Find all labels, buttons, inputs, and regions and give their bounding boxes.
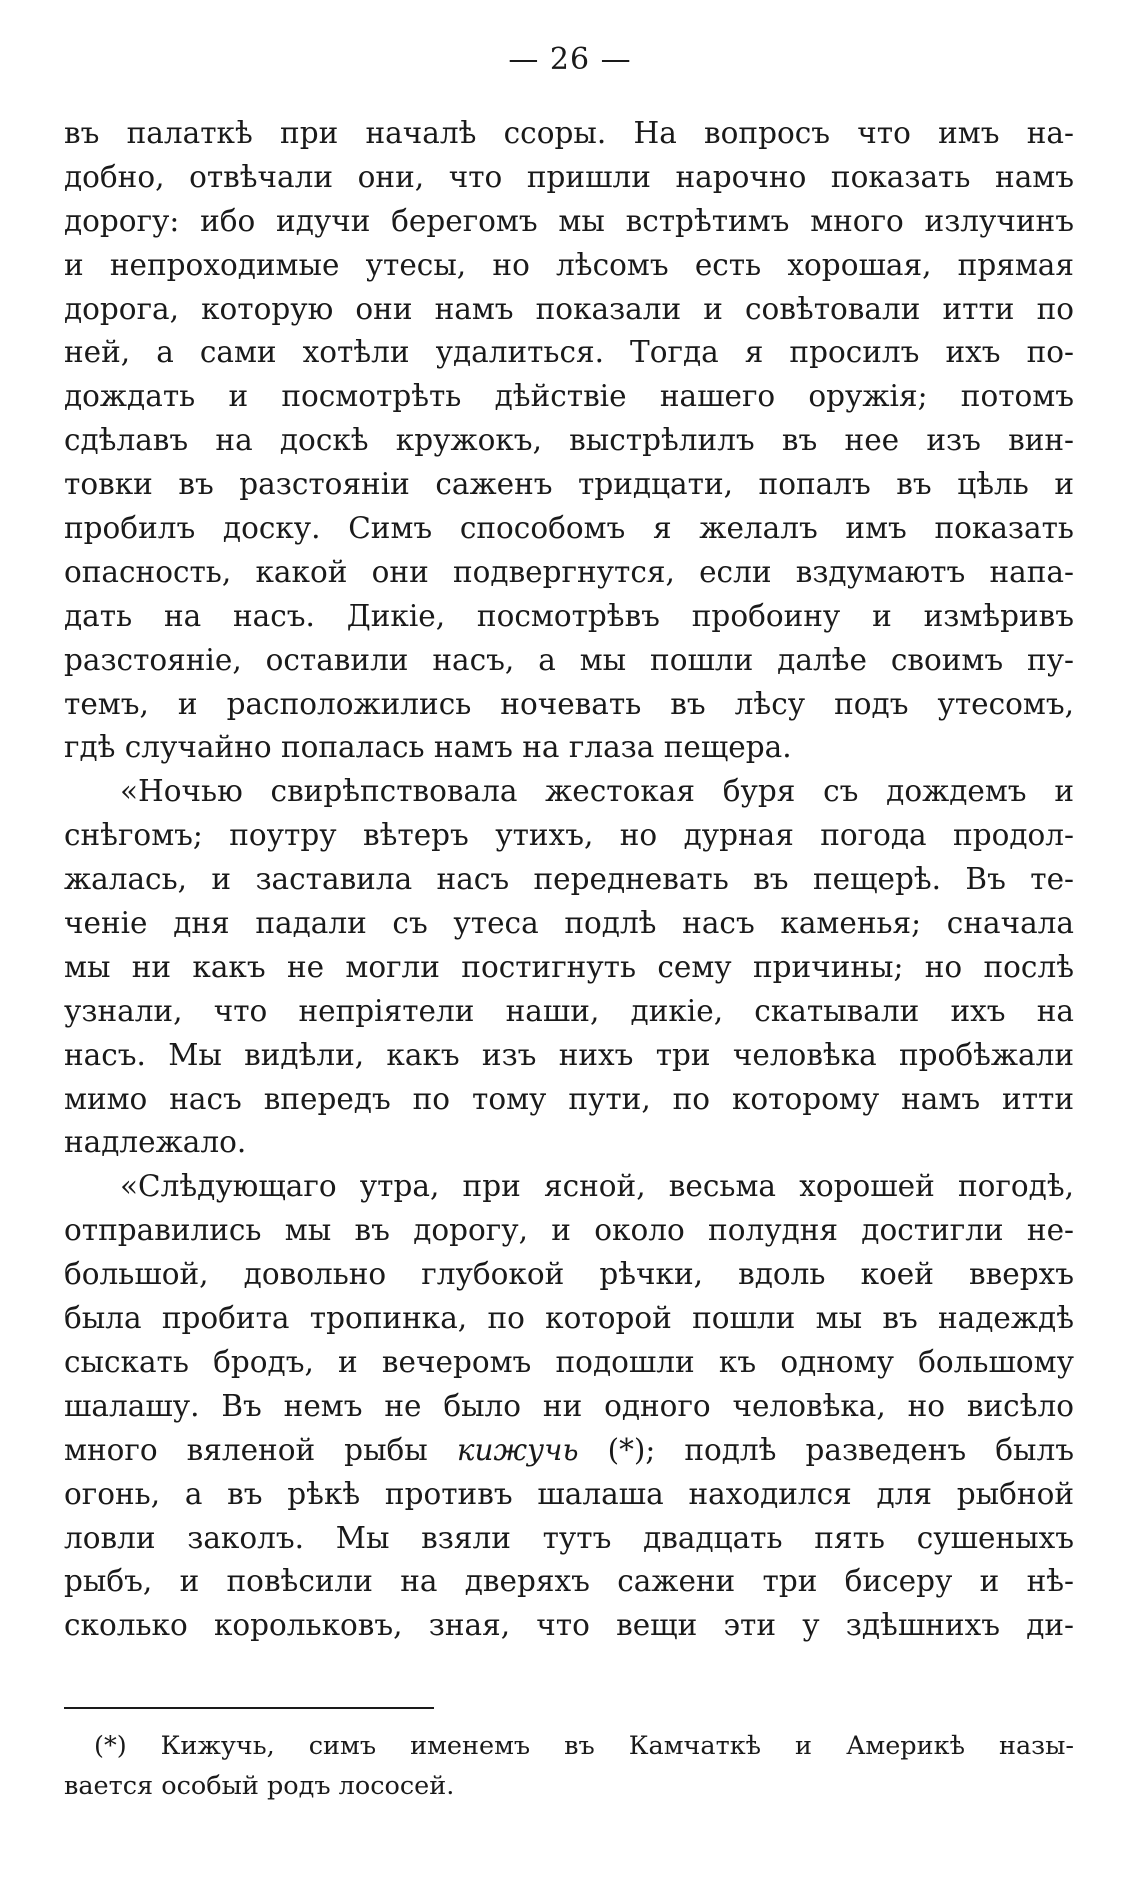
footnote-line: (*) Кижучь, симъ именемъ въ Камчаткѣ и Америкѣ назы-	[94, 1731, 1074, 1761]
text-line: опасность, какой они подвергнутся, если вздумаютъ напа-	[64, 554, 1074, 589]
text-fragment: (*); подлѣ разведенъ былъ	[607, 1432, 1074, 1467]
text-line: шалашу. Въ немъ не было ни одного человѣка, но висѣло	[64, 1388, 1074, 1423]
text-line: большой, довольно глубокой рѣчки, вдоль коей вверхъ	[64, 1257, 1074, 1292]
text-line: мимо насъ впередъ по тому пути, по которому намъ итти	[64, 1081, 1074, 1116]
text-line: рыбъ, и повѣсили на дверяхъ сажени три бисеру и нѣ-	[64, 1564, 1074, 1599]
text-line: насъ. Мы видѣли, какъ изъ нихъ три человѣка пробѣжали	[64, 1037, 1074, 1072]
text-line: узнали, что непріятели наши, дикіе, скатывали ихъ на	[64, 993, 1074, 1028]
italic-term: кижучь	[456, 1432, 579, 1467]
text-line: дорога, которую они намъ показали и совѣтовали итти по	[64, 291, 1074, 326]
text-line: дать на насъ. Дикіе, посмотрѣвъ пробоину и измѣривъ	[64, 598, 1074, 633]
main-text	[64, 112, 1074, 1648]
text-line: товки въ разстояніи саженъ тридцати, попалъ въ цѣль и	[64, 467, 1074, 502]
text-line-with-italic	[64, 1429, 1074, 1473]
text-line: и непроходимые утесы, но лѣсомъ есть хорошая, прямая	[64, 247, 1074, 282]
text-line: гдѣ случайно попалась намъ на глаза пещера.	[64, 730, 792, 765]
text-line: ченіе дня падали съ утеса подлѣ насъ каменья; сначала	[64, 906, 1074, 941]
text-line: «Слѣдующаго утра, при ясной, весьма хорошей погодѣ,	[120, 1169, 1074, 1204]
footnote-rule	[64, 1707, 434, 1709]
text-line: огонь, а въ рѣкѣ противъ шалаша находился для рыбной	[64, 1476, 1074, 1511]
page-number: — 26 —	[508, 42, 632, 77]
text-line: пробилъ доску. Симъ способомъ я желалъ имъ показать	[64, 511, 1074, 546]
text-line: въ палаткѣ при началѣ ссоры. На вопросъ что имъ на-	[64, 116, 1074, 150]
text-line: разстояніе, оставили насъ, а мы пошли далѣе своимъ пу-	[64, 642, 1074, 677]
text-line: снѣгомъ; поутру вѣтеръ утихъ, но дурная погода продол-	[64, 818, 1074, 853]
text-line: сыскать бродъ, и вечеромъ подошли къ одному большому	[64, 1344, 1074, 1379]
text-line: ловли заколъ. Мы взяли тутъ двадцать пять сушеныхъ	[64, 1520, 1074, 1555]
footnote-line: вается особый родъ лососей.	[64, 1771, 455, 1801]
text-line: отправились мы въ дорогу, и около полудня достигли не-	[64, 1213, 1074, 1248]
footnote	[64, 1726, 1074, 1806]
text-line: была пробита тропинка, по которой пошли мы въ надеждѣ	[64, 1301, 1074, 1336]
text-line: сколько корольковъ, зная, что вещи эти у здѣшнихъ ди-	[64, 1608, 1074, 1643]
text-line: дорогу: ибо идучи берегомъ мы встрѣтимъ много излучинъ	[64, 203, 1074, 238]
text-line: дождать и посмотрѣть дѣйствіе нашего оружія; потомъ	[64, 379, 1074, 414]
text-line: сдѣлавъ на доскѣ кружокъ, выстрѣлилъ въ нее изъ вин-	[64, 423, 1074, 458]
text-line: ней, а сами хотѣли удалиться. Тогда я просилъ ихъ по-	[64, 335, 1074, 370]
text-line: «Ночью свирѣпствовала жестокая буря съ дождемъ и	[120, 774, 1074, 809]
text-line: мы ни какъ не могли постигнуть сему причины; но послѣ	[64, 949, 1074, 984]
text-line: жалась, и заставила насъ передневать въ пещерѣ. Въ те-	[64, 862, 1074, 897]
text-fragment: много вяленой рыбы	[64, 1432, 428, 1467]
text-line: надлежало.	[64, 1125, 247, 1160]
text-line: добно, отвѣчали они, что пришли нарочно показать намъ	[64, 159, 1074, 194]
text-line: темъ, и расположились ночевать въ лѣсу подъ утесомъ,	[64, 686, 1074, 721]
